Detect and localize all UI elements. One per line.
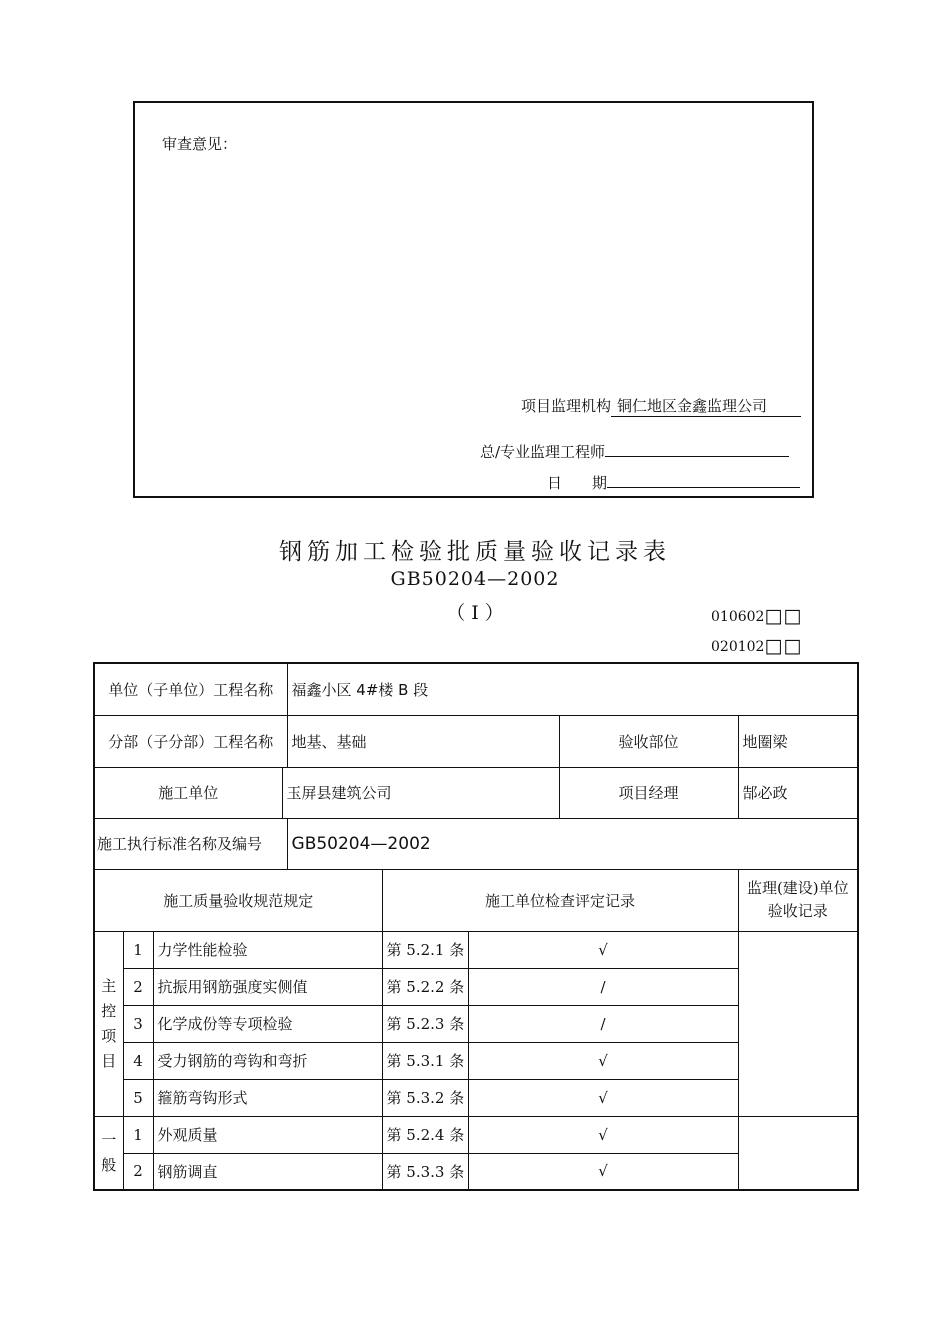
form-code-2-number: 020102 xyxy=(711,639,765,655)
supervision-org-label: 项目监理机构 xyxy=(521,397,612,415)
form-code-1 xyxy=(711,604,802,626)
item-name: 抗振用钢筋强度实侧值 xyxy=(153,968,382,1005)
item-number: 3 xyxy=(123,1005,153,1042)
item-name: 受力钢筋的弯钩和弯折 xyxy=(153,1042,382,1079)
unit-name-label: 单位（子单位）工程名称 xyxy=(94,663,287,715)
item-name: 箍筋弯钩形式 xyxy=(153,1079,382,1116)
item-clause: 第 5.3.2 条 xyxy=(382,1079,468,1116)
item-clause: 第 5.3.3 条 xyxy=(382,1153,468,1190)
form-code-1-number: 010602 xyxy=(711,609,765,625)
acceptance-part-label: 验收部位 xyxy=(559,715,738,767)
item-name: 力学性能检验 xyxy=(153,931,382,968)
item-result: √ xyxy=(468,1079,738,1116)
exec-standard-label: 施工执行标准名称及编号 xyxy=(94,818,287,869)
general-group: 一 般 xyxy=(94,1116,123,1190)
header-supervision-line1: 监理(建设)单位 xyxy=(746,879,849,897)
form-code-2-checkboxes: □□ xyxy=(764,635,803,657)
main-supervision-record xyxy=(738,931,858,1116)
supervision-org-value: 铜仁地区金鑫监理公司 xyxy=(611,395,801,417)
item-number: 2 xyxy=(123,968,153,1005)
item-result: / xyxy=(468,968,738,1005)
chief-engineer-label: 总/专业监理工程师 xyxy=(480,443,606,461)
item-result: √ xyxy=(468,931,738,968)
header-supervision xyxy=(738,869,858,931)
inspection-record-table xyxy=(93,662,859,1191)
date-label: 日 期 xyxy=(547,474,608,492)
table-row xyxy=(94,818,858,869)
item-name: 化学成份等专项检验 xyxy=(153,1005,382,1042)
table-row xyxy=(94,869,858,931)
table-row xyxy=(94,931,858,968)
form-section-number: （ Ⅰ ） xyxy=(446,602,504,624)
table-row xyxy=(94,663,858,715)
review-opinion-label: 审查意见： xyxy=(162,135,238,153)
date-line xyxy=(547,469,800,493)
item-result: / xyxy=(468,1005,738,1042)
acceptance-part-value: 地圈梁 xyxy=(738,715,858,767)
item-number: 1 xyxy=(123,1116,153,1153)
table-row xyxy=(94,767,858,818)
main-control-group: 主 控 项 目 xyxy=(94,931,123,1116)
form-standard: GB50204—2002 xyxy=(390,568,560,590)
item-clause: 第 5.3.1 条 xyxy=(382,1042,468,1079)
form-code-1-checkboxes: □□ xyxy=(764,605,803,627)
item-number: 1 xyxy=(123,931,153,968)
item-clause: 第 5.2.1 条 xyxy=(382,931,468,968)
project-manager-value: 郜必政 xyxy=(738,767,858,818)
form-code-2 xyxy=(711,634,802,656)
header-check-record: 施工单位检查评定记录 xyxy=(382,869,738,931)
header-supervision-line2: 验收记录 xyxy=(767,902,828,920)
item-number: 4 xyxy=(123,1042,153,1079)
item-number: 5 xyxy=(123,1079,153,1116)
date-value xyxy=(607,469,800,488)
subsection-name-label: 分部（子分部）工程名称 xyxy=(94,715,287,767)
header-spec: 施工质量验收规范规定 xyxy=(94,869,382,931)
builder-label: 施工单位 xyxy=(94,767,282,818)
item-number: 2 xyxy=(123,1153,153,1190)
unit-name-value: 福鑫小区 4#楼 B 段 xyxy=(287,663,858,715)
project-manager-label: 项目经理 xyxy=(559,767,738,818)
form-title: 钢筋加工检验批质量验收记录表 xyxy=(279,539,671,565)
table-row xyxy=(94,1116,858,1153)
item-name: 钢筋调直 xyxy=(153,1153,382,1190)
item-result: √ xyxy=(468,1116,738,1153)
chief-engineer-line xyxy=(480,438,789,462)
exec-standard-value: GB50204—2002 xyxy=(287,818,858,869)
item-clause: 第 5.2.3 条 xyxy=(382,1005,468,1042)
subsection-name-value: 地基、基础 xyxy=(287,715,559,767)
supervision-org-line xyxy=(521,395,801,417)
table-row xyxy=(94,715,858,767)
item-clause: 第 5.2.4 条 xyxy=(382,1116,468,1153)
item-name: 外观质量 xyxy=(153,1116,382,1153)
builder-value: 玉屏县建筑公司 xyxy=(282,767,559,818)
item-result: √ xyxy=(468,1153,738,1190)
item-clause: 第 5.2.2 条 xyxy=(382,968,468,1005)
item-result: √ xyxy=(468,1042,738,1079)
chief-engineer-value xyxy=(605,438,789,457)
general-supervision-record xyxy=(738,1116,858,1190)
